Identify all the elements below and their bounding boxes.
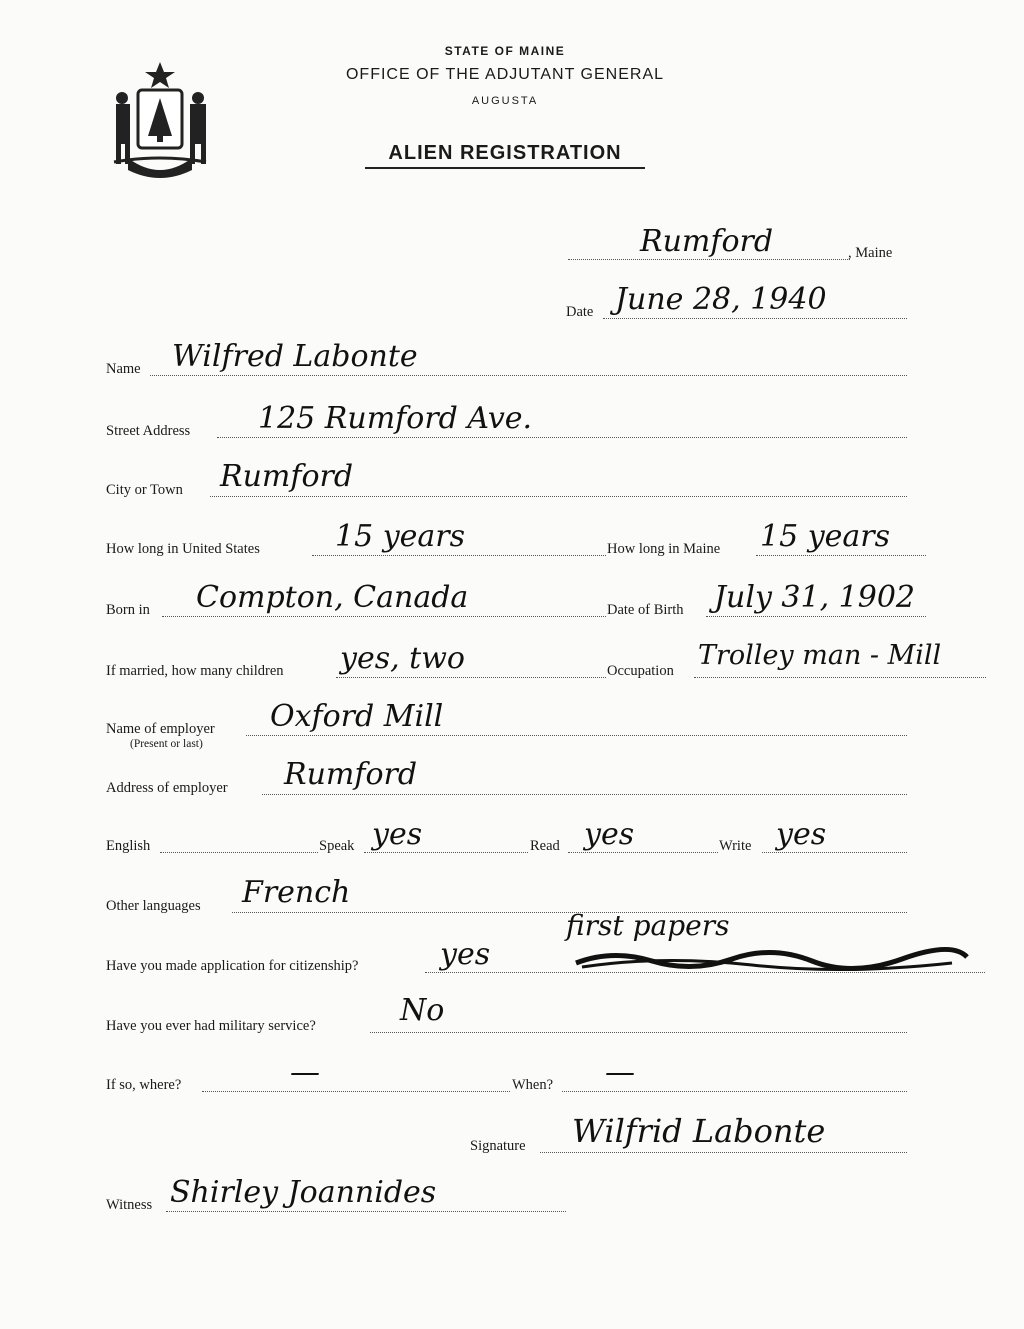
employer-address-value[interactable]: Rumford: [284, 757, 418, 792]
other-languages-value[interactable]: French: [242, 875, 351, 910]
born-in-line: [162, 616, 606, 617]
employer-note: (Present or last): [130, 738, 203, 750]
occupation-line: [694, 677, 986, 678]
in-us-value[interactable]: 15 years: [335, 519, 466, 554]
military-label: Have you ever had military service?: [106, 1018, 316, 1034]
employer-line: [246, 735, 907, 736]
title-underline: [365, 167, 645, 169]
english-line: [160, 852, 318, 853]
citizenship-label: Have you made application for citizenship?: [106, 958, 359, 974]
born-in-value[interactable]: Compton, Canada: [196, 580, 469, 615]
street-label: Street Address: [106, 423, 191, 439]
speak-label: Speak: [319, 838, 355, 854]
in-us-line: [312, 555, 606, 556]
read-line: [568, 852, 718, 853]
speak-value[interactable]: yes: [372, 817, 423, 852]
english-label: English: [106, 838, 151, 854]
witness-line: [166, 1211, 566, 1212]
signature-line: [540, 1152, 907, 1153]
city-label: City or Town: [106, 482, 183, 498]
employer-value[interactable]: Oxford Mill: [270, 699, 444, 734]
speak-line: [364, 852, 528, 853]
signature-value[interactable]: Wilfrid Labonte: [572, 1112, 826, 1150]
children-label: If married, how many children: [106, 663, 284, 679]
town-line: [568, 259, 850, 260]
write-line: [762, 852, 907, 853]
citizenship-note[interactable]: first papers: [566, 909, 730, 942]
witness-label: Witness: [106, 1197, 153, 1213]
date-value[interactable]: June 28, 1940: [615, 282, 827, 317]
when-line: [562, 1091, 907, 1092]
name-line: [150, 375, 907, 376]
citizenship-answer[interactable]: yes: [440, 937, 491, 972]
in-us-label: How long in United States: [106, 541, 260, 557]
dob-label: Date of Birth: [607, 602, 684, 618]
street-value[interactable]: 125 Rumford Ave.: [258, 401, 533, 436]
date-line: [603, 318, 907, 319]
date-label: Date: [566, 304, 594, 320]
in-maine-value[interactable]: 15 years: [760, 519, 891, 554]
name-label: Name: [106, 361, 141, 377]
form-title: ALIEN REGISTRATION: [388, 142, 622, 164]
military-line: [370, 1032, 907, 1033]
read-value[interactable]: yes: [584, 817, 635, 852]
where-value[interactable]: —: [290, 1055, 320, 1090]
state-heading: STATE OF MAINE: [444, 44, 566, 58]
when-value[interactable]: —: [605, 1055, 635, 1090]
born-in-label: Born in: [106, 602, 150, 618]
office-heading: OFFICE OF THE ADJUTANT GENERAL: [345, 66, 665, 83]
street-line: [217, 437, 907, 438]
city-value[interactable]: Rumford: [220, 459, 354, 494]
occupation-label: Occupation: [607, 663, 674, 679]
city-line: [210, 496, 907, 497]
where-label: If so, where?: [106, 1077, 182, 1093]
where-line: [202, 1091, 510, 1092]
write-label: Write: [719, 838, 752, 854]
occupation-value[interactable]: Trolley man - Mill: [698, 640, 942, 671]
witness-value[interactable]: Shirley Joannides: [170, 1175, 437, 1210]
children-line: [336, 677, 606, 678]
town-value[interactable]: Rumford: [640, 224, 774, 259]
children-value[interactable]: yes, two: [340, 641, 465, 676]
dob-line: [706, 616, 926, 617]
read-label: Read: [530, 838, 560, 854]
military-value[interactable]: No: [400, 993, 445, 1028]
write-value[interactable]: yes: [776, 817, 827, 852]
in-maine-label: How long in Maine: [607, 541, 721, 557]
maine-label: , Maine: [848, 245, 893, 261]
dob-value[interactable]: July 31, 1902: [714, 580, 916, 615]
signature-label: Signature: [470, 1138, 526, 1154]
name-value[interactable]: Wilfred Labonte: [172, 339, 418, 374]
other-languages-label: Other languages: [106, 898, 201, 914]
city-heading: AUGUSTA: [471, 95, 539, 107]
in-maine-line: [756, 555, 926, 556]
employer-label: Name of employer: [106, 721, 215, 737]
employer-address-label: Address of employer: [106, 780, 228, 796]
employer-address-line: [262, 794, 907, 795]
when-label: When?: [512, 1077, 554, 1093]
crossed-out-text: [572, 945, 972, 975]
